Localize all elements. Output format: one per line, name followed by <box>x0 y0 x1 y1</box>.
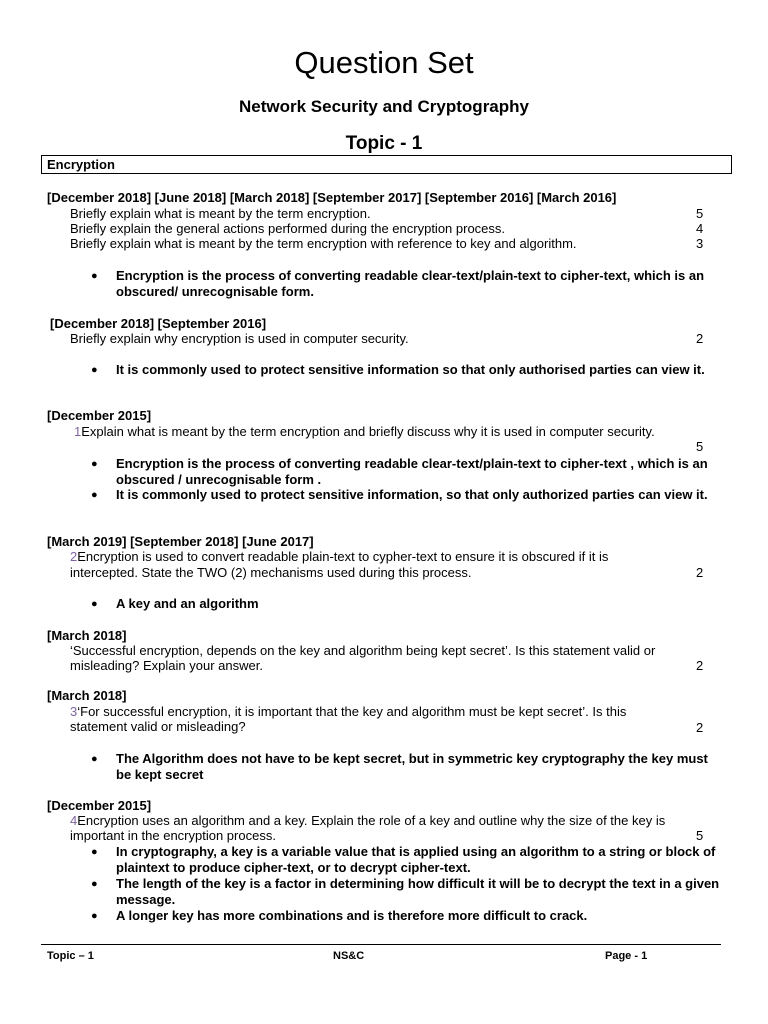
question-text: Encryption is used to convert readable plain-text to cypher-text to ensure it is obscured if it is <box>77 549 609 564</box>
question-text: ‘Successful encryption, depends on the key and algorithm being kept secret’. Is this statement valid or <box>70 643 656 658</box>
block-tags: [March 2019] [September 2018] [June 2017] <box>47 534 314 549</box>
answer-text: It is commonly used to protect sensitive information so that only authorised parties can view it. <box>116 362 705 377</box>
question-mark: 5 <box>696 439 704 454</box>
question-mark: 5 <box>696 828 704 843</box>
page-subtitle: Network Security and Cryptography <box>238 97 529 116</box>
bullet-icon: ● <box>91 489 98 501</box>
topic-heading: Topic - 1 <box>345 133 423 154</box>
question-text: Briefly explain what is meant by the term encryption with reference to key and algorithm. <box>70 236 577 251</box>
question-text: important in the encryption process. <box>70 828 276 843</box>
question-text: misleading? Explain your answer. <box>70 658 263 673</box>
bullet-icon: ● <box>91 910 98 922</box>
question-number: 2 <box>70 549 78 564</box>
bullet-icon: ● <box>91 270 98 282</box>
block-tags: [December 2015] <box>47 798 152 813</box>
bullet-icon: ● <box>91 598 98 610</box>
question-text: Explain what is meant by the term encryption and briefly discuss why it is used in computer security. <box>81 424 655 439</box>
question-line <box>70 549 608 564</box>
footer-page-number: Page - 1 <box>605 950 648 962</box>
block-tags: [December 2018] [September 2016] <box>50 316 267 331</box>
bullet-icon: ● <box>91 878 98 890</box>
page-title: Question Set <box>294 45 474 80</box>
question-line <box>70 813 665 828</box>
question-mark: 2 <box>696 658 704 673</box>
question-number: 1 <box>74 424 82 439</box>
question-text: Briefly explain what is meant by the term encryption. <box>70 206 371 221</box>
question-number: 4 <box>70 813 78 828</box>
bullet-icon: ● <box>91 458 98 470</box>
answer-text: Encryption is the process of converting readable clear-text/plain-text to cipher-text , which is an obscured / unrecognisable form . <box>116 456 708 487</box>
answer-text: The length of the key is a factor in determining how difficult it will be to decrypt the text in a given message. <box>116 876 720 907</box>
question-text: Briefly explain why encryption is used in computer security. <box>70 331 409 346</box>
answer-text: It is commonly used to protect sensitive information, so that only authorized parties can view it. <box>116 487 708 502</box>
question-mark: 2 <box>696 720 704 735</box>
question-line <box>74 424 655 439</box>
section-header: Encryption <box>41 155 732 174</box>
answer-text: Encryption is the process of converting readable clear-text/plain-text to cipher-text, which is an obscured/ unrecognisable form. <box>116 268 705 299</box>
question-mark: 2 <box>696 331 704 346</box>
answer-text: In cryptography, a key is a variable value that is applied using an algorithm to a string or block of plaintext to produce cipher-text, or to decrypt cipher-text. <box>116 844 716 875</box>
question-text: intercepted. State the TWO (2) mechanisms used during this process. <box>70 565 472 580</box>
question-mark: 4 <box>696 221 704 236</box>
footer-center: NS&C <box>333 950 365 962</box>
question-text: statement valid or misleading? <box>70 719 246 734</box>
question-text: Briefly explain the general actions performed during the encryption process. <box>70 221 506 236</box>
answer-text: The Algorithm does not have to be kept secret, but in symmetric key cryptography the key must be kept secret <box>116 751 708 782</box>
question-mark: 3 <box>696 236 704 251</box>
question-mark: 5 <box>696 206 704 221</box>
block-tags: [December 2015] <box>47 408 152 423</box>
question-mark: 2 <box>696 565 704 580</box>
block-tags: [December 2018] [June 2018] [March 2018] [September 2017] [September 2016] [March 2016] <box>47 190 617 205</box>
bullet-icon: ● <box>91 364 98 376</box>
question-text: ‘For successful encryption, it is important that the key and algorithm must be kept secret’. Is this <box>77 704 627 719</box>
bullet-icon: ● <box>91 753 98 765</box>
question-number: 3 <box>70 704 78 719</box>
bullet-icon: ● <box>91 846 98 858</box>
block-tags: [March 2018] <box>47 628 127 643</box>
footer-left: Topic – 1 <box>47 950 94 962</box>
answer-text: A longer key has more combinations and is therefore more difficult to crack. <box>116 908 588 923</box>
question-text: Encryption uses an algorithm and a key. Explain the role of a key and outline why the size of the key is <box>77 813 666 828</box>
answer-text: A key and an algorithm <box>116 596 259 611</box>
question-line <box>70 704 626 719</box>
footer-divider <box>41 944 721 945</box>
block-tags: [March 2018] <box>47 688 127 703</box>
